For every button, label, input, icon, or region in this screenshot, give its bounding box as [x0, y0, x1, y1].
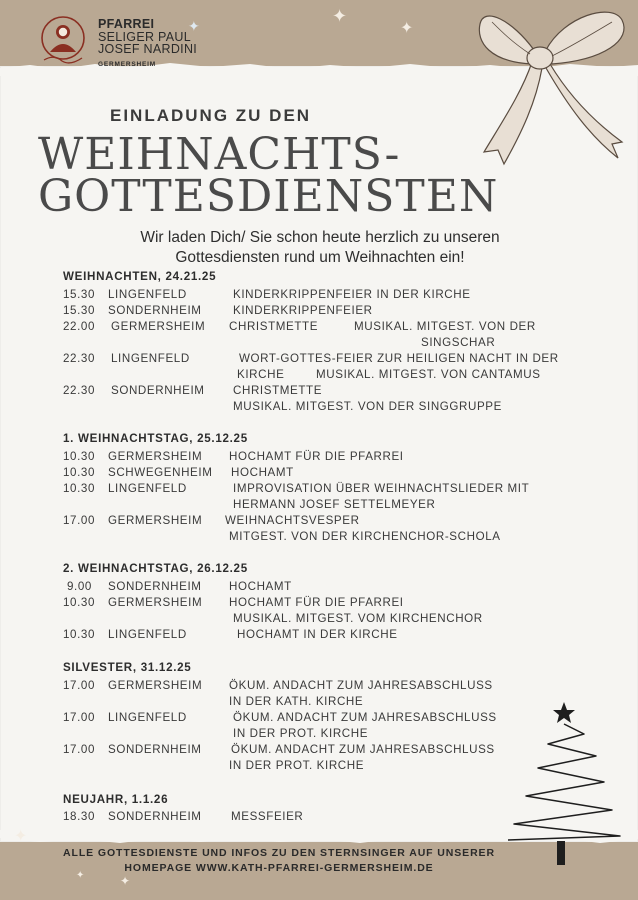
- location: GERMERSHEIM: [111, 320, 206, 333]
- parish-line-2: SELIGER PAUL: [98, 29, 191, 44]
- sparkle-icon: ✦: [332, 6, 348, 26]
- service: WEIHNACHTSVESPER: [225, 514, 360, 527]
- sparkle-icon: ✦: [76, 870, 85, 881]
- time: 9.00: [67, 580, 92, 593]
- parish-line-3: JOSEF NARDINI: [98, 42, 198, 56]
- service: KIRCHE: [237, 368, 285, 381]
- time: 18.30: [63, 810, 96, 823]
- location: SONDERNHEIM: [108, 810, 202, 823]
- location: SONDERNHEIM: [108, 304, 202, 317]
- page-title-line-2: GOTTESDIENSTEN: [38, 171, 499, 222]
- time: 15.30: [63, 288, 96, 301]
- sparkle-icon: ✦: [14, 828, 28, 845]
- service: HOCHAMT FÜR DIE PFARREI: [229, 596, 404, 609]
- location: GERMERSHEIM: [108, 450, 203, 463]
- section-heading: 2. WEIHNACHTSTAG, 26.12.25: [63, 562, 248, 575]
- time: 10.30: [63, 482, 96, 495]
- section-heading: SILVESTER, 31.12.25: [63, 661, 192, 674]
- service-note: IN DER PROT. KIRCHE: [229, 759, 365, 772]
- location: SCHWEGENHEIM: [108, 466, 213, 479]
- time: 17.00: [63, 743, 96, 756]
- location: LINGENFELD: [108, 482, 187, 495]
- christmas-tree-icon: [500, 700, 624, 870]
- time: 15.30: [63, 304, 96, 317]
- sparkle-icon: ✦: [120, 874, 131, 888]
- service: HOCHAMT FÜR DIE PFARREI: [229, 450, 404, 463]
- service: ÖKUM. ANDACHT ZUM JAHRESABSCHLUSS: [231, 743, 495, 756]
- location: LINGENFELD: [111, 352, 190, 365]
- time: 17.00: [63, 711, 96, 724]
- service: IMPROVISATION ÜBER WEIHNACHTSLIEDER MIT: [233, 482, 530, 495]
- time: 22.00: [63, 320, 96, 333]
- service-note: MITGEST. VON DER KIRCHENCHOR-SCHOLA: [229, 530, 501, 543]
- footer-website[interactable]: HOMEPAGE WWW.KATH-PFARREI-GERMERSHEIM.DE: [124, 862, 434, 874]
- footer-note: [44, 846, 514, 876]
- invitation-subtitle: EINLADUNG ZU DEN: [110, 106, 312, 125]
- service: HOCHAMT: [229, 580, 292, 593]
- time: 22.30: [63, 384, 96, 397]
- page-title-line-1: WEIHNACHTS-: [38, 129, 401, 180]
- section-heading: 1. WEIHNACHTSTAG, 25.12.25: [63, 432, 248, 445]
- time: 17.00: [63, 514, 96, 527]
- service: HOCHAMT IN DER KIRCHE: [237, 628, 398, 641]
- parish-line-4: GERMERSHEIM: [98, 60, 156, 68]
- service: CHRISTMETTE: [229, 320, 319, 333]
- location: LINGENFELD: [108, 711, 187, 724]
- footer-line-1: ALLE GOTTESDIENSTE UND INFOS ZU DEN STERNSINGER AUF UNSERER: [63, 847, 495, 859]
- page-title: [38, 129, 499, 222]
- parish-name: [98, 18, 197, 71]
- sparkle-icon: ✦: [400, 20, 414, 37]
- location: LINGENFELD: [108, 288, 187, 301]
- service: CHRISTMETTE: [233, 384, 323, 397]
- time: 10.30: [63, 596, 96, 609]
- sparkle-icon: ✦: [188, 18, 200, 34]
- service: WORT-GOTTES-FEIER ZUR HEILIGEN NACHT IN DER: [239, 352, 559, 365]
- nardini-portrait-icon: [36, 14, 90, 68]
- service-note: IN DER KATH. KIRCHE: [229, 695, 364, 708]
- service: HOCHAMT: [231, 466, 294, 479]
- location: SONDERNHEIM: [108, 743, 202, 756]
- service: MESSFEIER: [231, 810, 304, 823]
- service: ÖKUM. ANDACHT ZUM JAHRESABSCHLUSS: [229, 679, 493, 692]
- location: GERMERSHEIM: [108, 679, 203, 692]
- section-heading: NEUJAHR, 1.1.26: [63, 793, 169, 806]
- time: 10.30: [63, 466, 96, 479]
- location: LINGENFELD: [108, 628, 187, 641]
- location: GERMERSHEIM: [108, 596, 203, 609]
- time: 17.00: [63, 679, 96, 692]
- service-note: MUSIKAL. MITGEST. VON CANTAMUS: [316, 368, 541, 381]
- time: 10.30: [63, 628, 96, 641]
- section-heading: WEIHNACHTEN, 24.21.25: [63, 270, 217, 283]
- location: SONDERNHEIM: [108, 580, 202, 593]
- service: ÖKUM. ANDACHT ZUM JAHRESABSCHLUSS: [233, 711, 497, 724]
- service-note: MUSIKAL. MITGEST. VON DER: [354, 320, 536, 333]
- service-note: MUSIKAL. MITGEST. VON DER SINGGRUPPE: [233, 400, 502, 413]
- service-note: SINGSCHAR: [421, 336, 496, 349]
- service: KINDERKRIPPENFEIER: [233, 304, 373, 317]
- time: 10.30: [63, 450, 96, 463]
- location: GERMERSHEIM: [108, 514, 203, 527]
- intro-line-2: Gottesdiensten rund um Weihnachten ein!: [175, 249, 465, 266]
- service-note: MUSIKAL. MITGEST. VOM KIRCHENCHOR: [233, 612, 483, 625]
- service: KINDERKRIPPENFEIER IN DER KIRCHE: [233, 288, 471, 301]
- service-note: IN DER PROT. KIRCHE: [233, 727, 369, 740]
- intro-line-1: Wir laden Dich/ Sie schon heute herzlich zu unseren: [140, 229, 500, 246]
- intro-text: [96, 228, 544, 268]
- service-note: HERMANN JOSEF SETTELMEYER: [233, 498, 436, 511]
- location: SONDERNHEIM: [111, 384, 205, 397]
- time: 22.30: [63, 352, 96, 365]
- parish-line-1: PFARREI: [98, 17, 155, 31]
